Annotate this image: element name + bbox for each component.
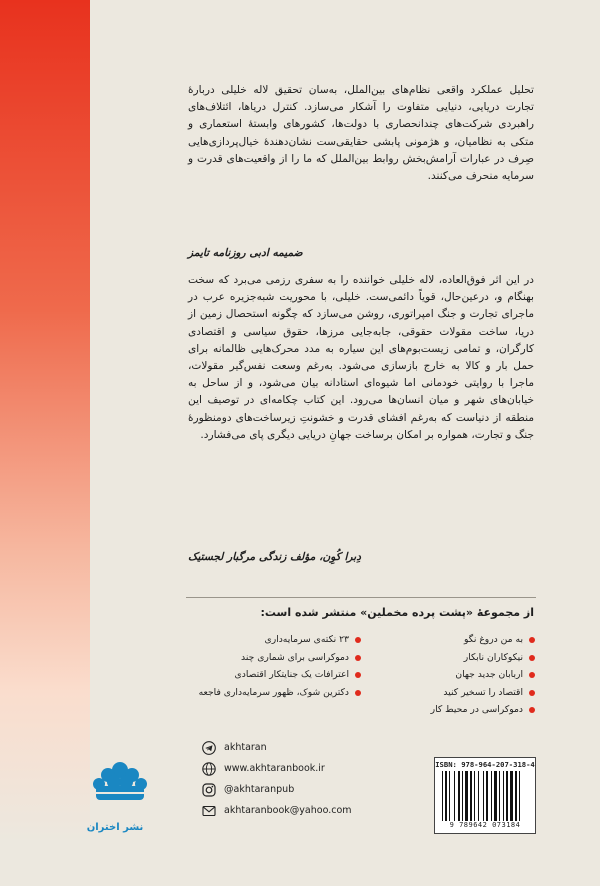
isbn-label: ISBN: 978-964-207-318-4 bbox=[435, 760, 535, 769]
publisher-name: نشر اختران bbox=[86, 822, 144, 833]
series-item: اربابان جدید جهان bbox=[370, 666, 535, 684]
review-attribution-1: ضمیمه ادبی روزنامه تایمز bbox=[188, 247, 303, 259]
series-list-right bbox=[370, 631, 535, 719]
section-divider bbox=[186, 597, 536, 598]
series-item: نیکوکاران نابکار bbox=[370, 649, 535, 667]
contact-website[interactable]: www.akhtaranbook.ir bbox=[202, 758, 402, 779]
bullet-dot-icon bbox=[355, 637, 361, 643]
series-item: دموکراسی در محیط کار bbox=[370, 701, 535, 719]
email-icon bbox=[202, 804, 216, 818]
contact-telegram[interactable]: akhtaran bbox=[202, 737, 402, 758]
contact-list bbox=[202, 737, 402, 821]
bullet-dot-icon bbox=[529, 637, 535, 643]
globe-icon bbox=[202, 762, 216, 776]
bullet-dot-icon bbox=[529, 672, 535, 678]
series-title: از مجموعهٔ «پشت پرده مخملین» منتشر شده است: bbox=[260, 606, 534, 619]
bullet-dot-icon bbox=[529, 690, 535, 696]
instagram-icon bbox=[202, 783, 216, 797]
barcode-digits: 9 789642 073184 bbox=[449, 821, 521, 829]
contact-email[interactable]: akhtaranbook@yahoo.com bbox=[202, 800, 402, 821]
bullet-dot-icon bbox=[529, 707, 535, 713]
review-paragraph-1: تحلیل عملکرد واقعی نظام‌های بین‌الملل، به‌سان تحقیق لاله خلیلی دربارهٔ تجارت دریایی، دنیایی متفاوت را آشکار می‌سازد. کنترل دریاها، ائتلاف‌های راهبردی شرکت‌های چندانحصاری با دولت‌ها، کشورهای وابستهٔ استعماری و متکی به نظامیان، و هژمونی پابشی حقایقی‌ست نشان‌دهندهٔ خیال‌پردازی‌هایی صِرف در عبارات آرامش‌بخش روابط بین‌الملل که ما را از واقعیت‌های قدرت و سرمایه منحرف می‌کنند. bbox=[188, 84, 534, 183]
series-item: اقتصاد را تسخیر کنید bbox=[370, 684, 535, 702]
series-item: اعترافات یک جنایتکار اقتصادی bbox=[196, 666, 361, 684]
telegram-icon bbox=[202, 741, 216, 755]
series-list-left bbox=[196, 631, 361, 701]
bullet-dot-icon bbox=[529, 655, 535, 661]
series-item: دکترین شوک، ظهور سرمایه‌داری فاجعه bbox=[196, 684, 361, 702]
bullet-dot-icon bbox=[355, 655, 361, 661]
series-item: دموکراسی برای شماری چند bbox=[196, 649, 361, 667]
bullet-dot-icon bbox=[355, 672, 361, 678]
isbn-barcode-box bbox=[434, 757, 536, 834]
series-item: ۲۳ نکته‌ی سرمایه‌داری bbox=[196, 631, 361, 649]
publisher-logo-icon bbox=[92, 748, 148, 820]
bullet-dot-icon bbox=[355, 690, 361, 696]
review-paragraph-2: در این اثر فوق‌العاده، لاله خلیلی خواننده را به سفری رزمی می‌برد که سخت بهنگام و، درعین‌حال، قویاً دائمی‌ست. خلیلی، با محوریت شبه‌جزیره عرب در ماجرای تجارت و جنگ امپراتوری، روشن می‌سازد که چگونه استحصال زمین از دریا، ساخت مقولات حقوقی، جابه‌جایی مرزها، حقوق سیاسی و اقتصادی کارگران، و تمامی زیست‌بوم‌های این سیاره به مدد محرک‌هایی ظالمانه برای حمل بار و کالا به خارج بازسازی می‌شود. به‌رغم وسعت نفس‌گیر مقولات، ماجرا با روایتی خودمانی اما شیوه‌ای استادانه بیان می‌شود، و از ساحل به خیابان‌های شهر و میان انسان‌ها می‌رود. این کتاب چکامه‌ای در توصیف این منطقه از دنیاست که به‌رغم افشای قدرت و خشونتِ زیرساخت‌های دومنظورهٔ جنگ و تجارت، همواره بر امکان برساخت جهانِ دریایی دیگری پای می‌فشارد. bbox=[188, 274, 534, 441]
contact-instagram[interactable]: @akhtaranpub bbox=[202, 779, 402, 800]
barcode-graphic bbox=[442, 771, 528, 821]
review-attribution-2: دِبرا کُوِن، مؤلف زندگی مرگبار لجستیک bbox=[188, 551, 361, 563]
series-item: به من دروغ نگو bbox=[370, 631, 535, 649]
